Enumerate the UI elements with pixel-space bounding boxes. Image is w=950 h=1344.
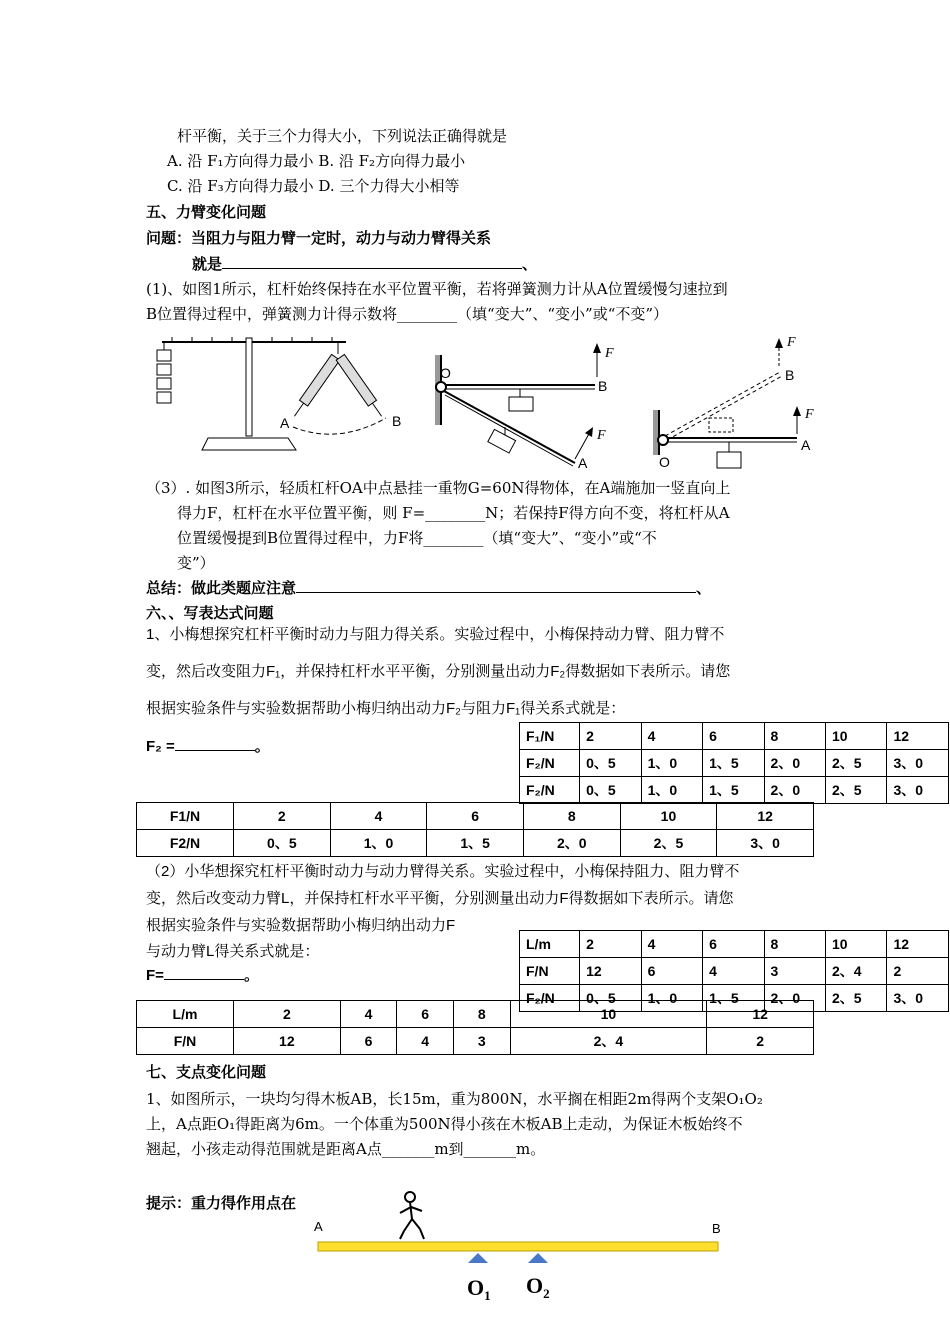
fig3-label-a: A (801, 437, 811, 453)
table-row (137, 830, 814, 857)
s6-line-d: （2）小华想探究杠杆平衡时动力与动力臂得关系。实验过程中，小梅保持阻力、阻力臂不 (146, 863, 740, 880)
cell: F/N (137, 1028, 234, 1055)
cell: 1、0 (641, 985, 702, 1012)
cell: 1、5 (703, 985, 764, 1012)
hint-line: 提示：重力得作用点在 (146, 1194, 297, 1212)
cell: 2、5 (826, 985, 887, 1012)
cell: F1/N (137, 803, 234, 830)
cell: 0、5 (580, 777, 641, 804)
figure-2-lever-oblique (425, 335, 625, 475)
cell: 10 (826, 931, 887, 958)
cell: 2、0 (764, 777, 825, 804)
cell: 10 (510, 1001, 707, 1028)
cell: 4 (330, 803, 427, 830)
cell: F₁/N (520, 723, 580, 750)
table-overlay-1 (519, 722, 949, 804)
cell: 3、0 (887, 750, 949, 777)
problem-3-line-d: 变”） (177, 554, 215, 572)
fig1-label-a: A (280, 415, 290, 431)
cell: F2/N (137, 830, 234, 857)
fig2-label-f-top: F (605, 346, 614, 361)
fig2-label-b: B (598, 378, 608, 394)
question-jiu: 就是 、 (192, 255, 538, 273)
cell: 12 (234, 1028, 341, 1055)
cell: 4 (641, 723, 702, 750)
summary-line: 总结：做此类题应注意 、 (146, 579, 712, 597)
cell: 12 (717, 803, 814, 830)
question-title: 问题：当阻力与阻力臂一定时，动力与动力臂得关系 (146, 229, 492, 247)
cell: 6 (427, 803, 524, 830)
cell: 3、0 (887, 777, 949, 804)
s7-line-a: 1、如图所示，一块均匀得木板AB，长15m，重为800N，水平搁在相距2m得两个支架O₁O₂ (146, 1090, 763, 1108)
cell: 6 (703, 723, 764, 750)
figure-1-lever-spring (150, 330, 420, 470)
cell: 1、5 (427, 830, 524, 857)
fig3-label-f-right: F (805, 407, 814, 422)
overlay1-row (520, 777, 949, 804)
problem-1-line-b: B位置得过程中，弹簧测力计得示数将________（填“变大”、“变小”或“不变”） (146, 305, 669, 323)
cell: 8 (523, 803, 620, 830)
cell: 4 (703, 958, 764, 985)
cell: 2、5 (826, 777, 887, 804)
cell: 3 (453, 1028, 510, 1055)
cell: 12 (887, 931, 949, 958)
overlay1-row (520, 750, 949, 777)
cell: 6 (703, 931, 764, 958)
cell: F₂/N (520, 985, 580, 1012)
cell: 2、0 (764, 985, 825, 1012)
s6-line-a: 1、小梅想探究杠杆平衡时动力与阻力得关系。实验过程中，小梅保持动力臂、阻力臂不 (146, 626, 725, 643)
cell: 6 (641, 958, 702, 985)
cell: 2、0 (523, 830, 620, 857)
cell: 3 (764, 958, 825, 985)
cell: 0、5 (580, 985, 641, 1012)
table-l-f (136, 1000, 814, 1055)
problem-3-line-a: （3）. 如图3所示，轻质杠杆OA中点悬挂一重物G=60N得物体，在A端施加一竖直向上 (146, 479, 731, 497)
table-row (137, 803, 814, 830)
option-line-ab: A. 沿 F₁方向得力最小 B. 沿 F₂方向得力最小 (167, 152, 466, 170)
section-7-heading: 七、支点变化问题 (146, 1063, 267, 1081)
s7-line-c: 翘起，小孩走动得范围就是距离A点_______m到_______m。 (146, 1140, 546, 1158)
figure-plank-supports (300, 1185, 740, 1305)
cell: 8 (764, 931, 825, 958)
cell: 6 (397, 1001, 454, 1028)
cell: 10 (620, 803, 717, 830)
table-row (137, 1028, 814, 1055)
problem-1-line-a: (1)、如图1所示，杠杆始终保持在水平位置平衡，若将弹簧测力计从A位置缓慢匀速拉到 (146, 280, 728, 298)
cell: 10 (826, 723, 887, 750)
fig3-label-o: O (659, 454, 670, 470)
cell: 1、0 (330, 830, 427, 857)
cell: 3、0 (887, 985, 949, 1012)
cell: 2 (580, 931, 641, 958)
text-options-intro: 杆平衡，关于三个力得大小，下列说法正确得就是 (177, 127, 508, 145)
f-equation: F= 。 (146, 967, 259, 984)
problem-3-line-b: 得力F，杠杆在水平位置平衡，则 F=________N；若保持F得方向不变，将杠杆从A (177, 504, 730, 522)
cell: 4 (641, 931, 702, 958)
s6-line-g: 与动力臂L得关系式就是： (146, 943, 320, 960)
section-6-heading: 六、、写表达式问题 (146, 604, 274, 622)
overlay1-row (520, 723, 949, 750)
cell: 2 (234, 1001, 341, 1028)
support-o2-label: $O_2$ (526, 1273, 550, 1301)
overlay2-row (520, 958, 949, 985)
cell: 1、5 (703, 750, 764, 777)
option-line-cd: C. 沿 F₃方向得力最小 D. 三个力得大小相等 (167, 177, 460, 195)
cell: 2、0 (764, 750, 825, 777)
cell: 12 (887, 723, 949, 750)
s6-line-e: 变，然后改变动力臂L，并保持杠杆水平平衡，分别测量出动力F得数据如下表所示。请您 (146, 890, 734, 907)
fig2-label-o: O (440, 365, 451, 381)
figure-3-lever-raise (645, 330, 825, 475)
child-figure (400, 1192, 424, 1239)
cell: L/m (137, 1001, 234, 1028)
plank-label-b: B (712, 1221, 721, 1236)
cell: 4 (397, 1028, 454, 1055)
table-row (137, 1001, 814, 1028)
cell: L/m (520, 931, 580, 958)
cell: 6 (340, 1028, 397, 1055)
s7-line-b: 上，A点距O₁得距离为6m。一个体重为500N得小孩在木板AB上走动，为保证木板始终不 (146, 1115, 743, 1133)
cell: 2 (887, 958, 949, 985)
cell: 1、0 (641, 777, 702, 804)
cell: 0、5 (580, 750, 641, 777)
cell: 8 (453, 1001, 510, 1028)
cell: 2 (707, 1028, 814, 1055)
cell: F₂/N (520, 777, 580, 804)
s6-line-f: 根据实验条件与实验数据帮助小梅归纳出动力F (146, 917, 456, 934)
cell: F₂/N (520, 750, 580, 777)
cell: 1、5 (703, 777, 764, 804)
cell: 0、5 (234, 830, 331, 857)
overlay2-row (520, 931, 949, 958)
plank-label-a: A (314, 1219, 323, 1234)
cell: 8 (764, 723, 825, 750)
f2-equation: F₂ = 。 (146, 738, 270, 755)
fig3-label-f-top: F (787, 335, 796, 350)
fig3-label-b: B (785, 367, 795, 383)
cell: 12 (580, 958, 641, 985)
cell: F/N (520, 958, 580, 985)
table-f1-f2 (136, 802, 814, 857)
cell: 1、0 (641, 750, 702, 777)
cell: 4 (340, 1001, 397, 1028)
fig2-label-a: A (578, 455, 588, 471)
cell: 2、5 (620, 830, 717, 857)
fig2-label-f-side: F (597, 428, 606, 443)
fig1-label-b: B (392, 413, 402, 429)
s6-line-c: 根据实验条件与实验数据帮助小梅归纳出动力F₂与阻力F₁得关系式就是： (146, 700, 626, 717)
cell: 2、4 (510, 1028, 707, 1055)
cell: 12 (707, 1001, 814, 1028)
cell: 2 (234, 803, 331, 830)
cell: 3、0 (717, 830, 814, 857)
problem-3-line-c: 位置缓慢提到B位置得过程中，力F将________（填“变大”、“变小”或“不 (177, 529, 657, 547)
cell: 2、5 (826, 750, 887, 777)
cell: 2、4 (826, 958, 887, 985)
support-o1-label: $O_1$ (467, 1275, 491, 1303)
cell: 2 (580, 723, 641, 750)
s6-line-b: 变，然后改变阻力F₁，并保持杠杆水平平衡，分别测量出动力F₂得数据如下表所示。请您 (146, 663, 731, 680)
section-5-heading: 五、力臂变化问题 (146, 203, 267, 221)
